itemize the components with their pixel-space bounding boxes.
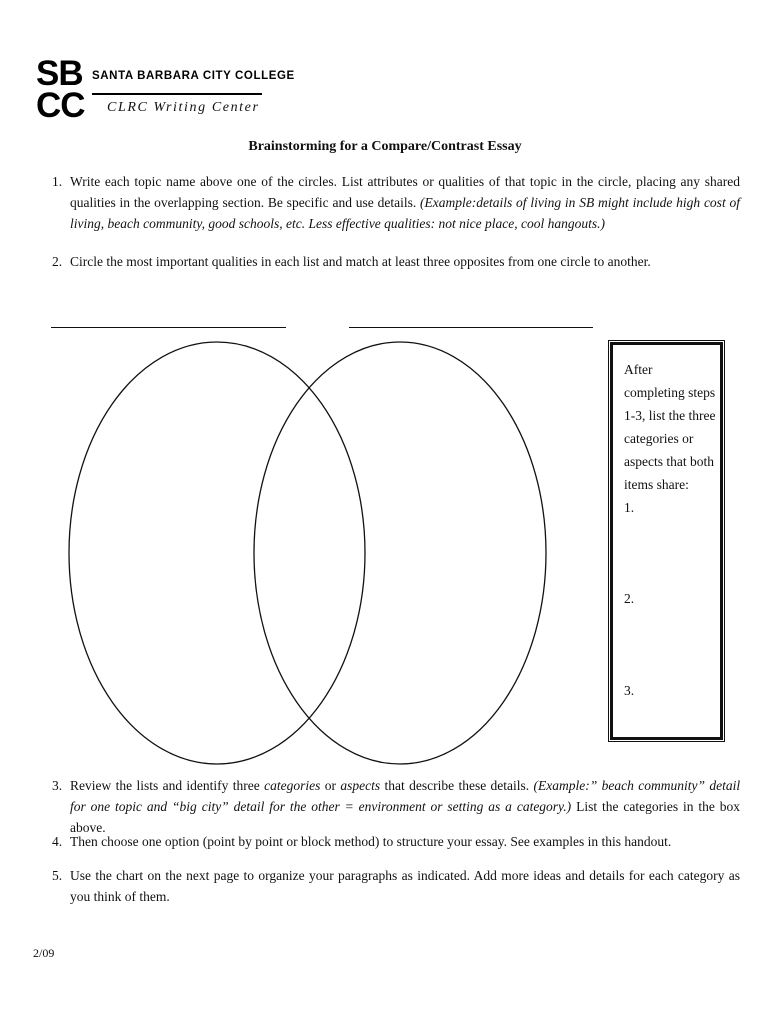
step-number: 1. xyxy=(52,174,63,189)
logo-line-2: CC xyxy=(36,86,85,125)
revision-date: 2/09 xyxy=(33,946,55,960)
step-number: 3. xyxy=(52,778,63,793)
logo-line-1: SB xyxy=(36,54,83,93)
right-topic-circle[interactable] xyxy=(254,342,546,764)
step-4 xyxy=(52,831,740,852)
step-3-aspects-term: aspects xyxy=(340,778,381,793)
step-3-text-c: that describe these details. xyxy=(384,778,530,793)
step-1-example: (Example:details of living in SB might include high cost of living, beach community, good schools, etc. Less effective qualities: not nice place, cool hangouts.) xyxy=(70,195,741,231)
step-text: Use the chart on the next page to organize your paragraphs as indicated. Add more ideas and details for each category as you think of them. xyxy=(70,868,740,904)
step-1-instruction: Write each topic name above one of the circles. List attributes or qualities of that topic in the circle, placing any shared qualities in the overlapping section. Be specific and use details. xyxy=(70,174,740,210)
category-slot-3[interactable]: 3. xyxy=(624,683,635,698)
step-text: Then choose one option (point by point or block method) to structure your essay. See examples in this handout. xyxy=(70,834,672,849)
step-3 xyxy=(52,775,740,838)
step-3-text-b: or xyxy=(324,778,337,793)
category-slot-1[interactable]: 1. xyxy=(624,500,635,515)
step-3-categories-term: categories xyxy=(264,778,321,793)
writing-center-name: CLRC Writing Center xyxy=(107,100,260,115)
document-title: Brainstorming for a Compare/Contrast Essay xyxy=(248,139,522,154)
step-text xyxy=(70,775,740,838)
step-number: 4. xyxy=(52,834,63,849)
step-number: 5. xyxy=(52,868,63,883)
step-3-text-a: Review the lists and identify three xyxy=(70,778,260,793)
step-number: 2. xyxy=(52,254,63,269)
left-topic-circle[interactable] xyxy=(69,342,365,764)
step-3-text-d: List the categories in the box above. xyxy=(70,799,740,835)
category-slot-2[interactable]: 2. xyxy=(624,591,635,606)
college-name: SANTA BARBARA CITY COLLEGE xyxy=(92,70,295,82)
shared-categories-prompt: After completing steps 1-3, list the three categories or aspects that both items share: xyxy=(624,362,716,492)
step-text: Circle the most important qualities in each list and match at least three opposites from one circle to another. xyxy=(70,254,651,269)
step-3-example: (Example:” beach community” detail for one topic and “big city” detail for the other = environment or setting as a category.) xyxy=(70,778,741,814)
step-5 xyxy=(52,865,740,907)
